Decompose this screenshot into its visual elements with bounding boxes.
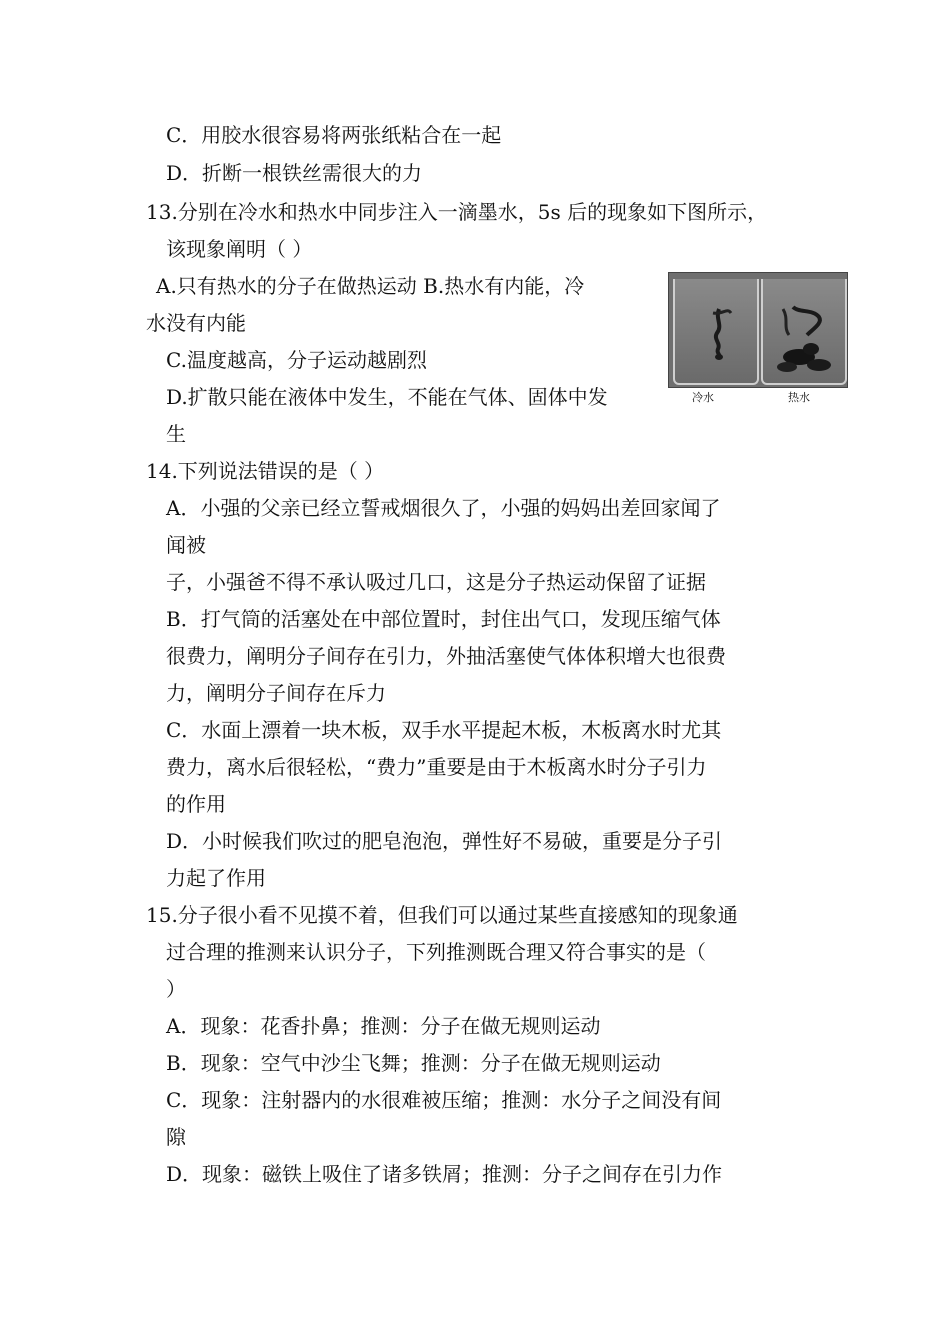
option-13-d-line2: 生 <box>166 422 186 446</box>
question-14-stem: 14.下列说法错误的是（ ） <box>146 459 385 483</box>
cold-ink-drop-icon <box>675 279 757 383</box>
ink-diffusion-photo <box>668 272 848 388</box>
option-14-a-line1: A．小强的父亲已经立誓戒烟很久了，小强的妈妈出差回家闻了 <box>166 496 721 520</box>
cold-water-beaker <box>673 279 759 385</box>
option-14-c-line2: 费力，离水后很轻松，“费力”重要是由于木板离水时分子引力 <box>166 755 707 779</box>
question-13-stem-line1: 13.分别在冷水和热水中同步注入一滴墨水，5s 后的现象如下图所示， <box>146 200 768 224</box>
option-15-b: B．现象：空气中沙尘飞舞；推测：分子在做无规则运动 <box>166 1051 661 1075</box>
question-15-stem-line1: 15.分子很小看不见摸不着，但我们可以通过某些直接感知的现象通 <box>146 903 738 927</box>
option-14-b-line2: 很费力，阐明分子间存在引力，外抽活塞使气体体积增大也很费 <box>166 644 726 668</box>
hot-water-beaker <box>761 279 847 385</box>
option-15-c-line1: C．现象：注射器内的水很难被压缩；推测：水分子之间没有间 <box>166 1088 722 1112</box>
option-14-b-line3: 力，阐明分子间存在斥力 <box>166 681 386 705</box>
option-12-d: D．折断一根铁丝需很大的力 <box>166 161 423 185</box>
option-15-a: A．现象：花香扑鼻；推测：分子在做无规则运动 <box>166 1014 601 1038</box>
option-14-a-line3: 子，小强爸不得不承认吸过几口，这是分子热运动保留了证据 <box>166 570 706 594</box>
question-15-stem-line3: ） <box>166 977 186 1001</box>
option-14-b-line1: B．打气筒的活塞处在中部位置时，封住出气口，发现压缩气体 <box>166 607 721 631</box>
option-13-b-continued: 水没有内能 <box>146 311 246 335</box>
option-15-d: D．现象：磁铁上吸住了诸多铁屑；推测：分子之间存在引力作 <box>166 1162 723 1186</box>
option-13-a-b: A.只有热水的分子在做热运动 B.热水有内能，冷 <box>156 274 585 298</box>
option-14-c-line1: C．水面上漂着一块木板，双手水平提起木板，木板离水时尤其 <box>166 718 722 742</box>
option-13-c: C.温度越高，分子运动越剧烈 <box>166 348 427 372</box>
option-14-a-line2: 闻被 <box>166 533 206 557</box>
question-13-stem-line2: 该现象阐明（ ） <box>166 237 313 261</box>
option-13-d-line1: D.扩散只能在液体中发生，不能在气体、固体中发 <box>166 385 608 409</box>
hot-ink-cloud-icon <box>763 279 845 383</box>
option-14-c-line3: 的作用 <box>166 792 226 816</box>
question-15-stem-line2: 过合理的推测来认识分子，下列推测既合理又符合事实的是（ <box>166 940 706 964</box>
hot-water-label: 热水 <box>788 391 810 404</box>
option-12-c: C．用胶水很容易将两张纸粘合在一起 <box>166 123 502 147</box>
cold-water-label: 冷水 <box>692 391 714 404</box>
option-15-c-line2: 隙 <box>166 1125 186 1149</box>
option-14-d-line1: D．小时候我们吹过的肥皂泡泡，弹性好不易破，重要是分子引 <box>166 829 723 853</box>
option-14-d-line2: 力起了作用 <box>166 866 266 890</box>
